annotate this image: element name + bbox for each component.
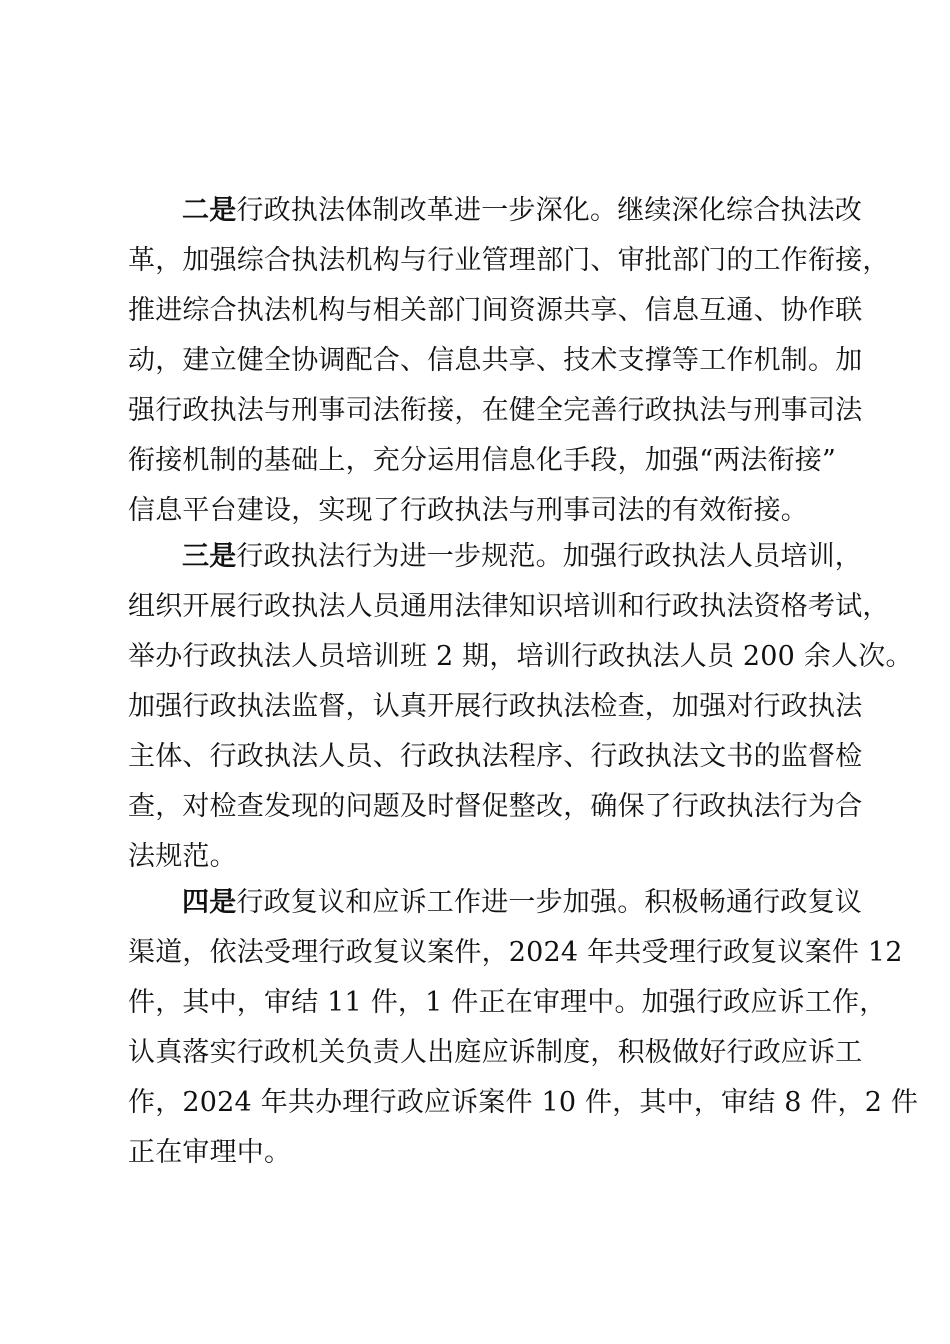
paragraph-line: 正在审理中。	[128, 1137, 292, 1168]
paragraph-line	[128, 878, 863, 928]
paragraph-lead: 三是	[182, 541, 237, 572]
paragraph-line	[128, 186, 863, 236]
paragraph-line-text: 行政复议和应诉工作进一步加强。积极畅通行政复议	[236, 887, 863, 918]
paragraph-lead: 二是	[182, 195, 237, 226]
paragraph-line: 件，其中，审结 11 件，1 件正在审理中。加强行政应诉工作，	[128, 987, 887, 1018]
paragraph-line: 法规范。	[128, 841, 237, 872]
paragraph-line: 举办行政执法人员培训班 2 期，培训行政执法人员 200 余人次。	[128, 641, 913, 672]
paragraph-line-text: 行政执法行为进一步规范。加强行政执法人员培训，	[236, 541, 863, 572]
paragraph-line	[128, 532, 863, 582]
paragraph-line: 渠道，依法受理行政复议案件，2024 年共受理行政复议案件 12	[128, 937, 903, 968]
paragraph-line: 认真落实行政机关负责人出庭应诉制度，积极做好行政应诉工	[128, 1037, 863, 1068]
paragraph-lead: 四是	[182, 887, 237, 918]
paragraph-line: 作，2024 年共办理行政应诉案件 10 件，其中，审结 8 件，2 件	[128, 1087, 919, 1118]
paragraph-review-and-litigation	[128, 878, 919, 1178]
paragraph-line: 强行政执法与刑事司法衔接，在健全完善行政执法与刑事司法	[128, 395, 863, 426]
paragraph-line: 主体、行政执法人员、行政执法程序、行政执法文书的监督检	[128, 741, 863, 772]
paragraph-admin-enforcement-reform	[128, 186, 890, 536]
paragraph-line: 革，加强综合执法机构与行业管理部门、审批部门的工作衔接，	[128, 245, 890, 276]
paragraph-line: 组织开展行政执法人员通用法律知识培训和行政执法资格考试，	[128, 591, 890, 622]
paragraph-line: 推进综合执法机构与相关部门间资源共享、信息互通、协作联	[128, 295, 863, 326]
paragraph-line: 信息平台建设，实现了行政执法与刑事司法的有效衔接。	[128, 495, 808, 526]
paragraph-line: 加强行政执法监督，认真开展行政执法检查，加强对行政执法	[128, 691, 863, 722]
paragraph-admin-enforcement-conduct	[128, 532, 913, 882]
paragraph-line: 动，建立健全协调配合、信息共享、技术支撑等工作机制。加	[128, 345, 863, 376]
paragraph-line: 衔接机制的基础上，充分运用信息化手段，加强“两法衔接”	[128, 445, 837, 476]
paragraph-line-text: 行政执法体制改革进一步深化。继续深化综合执法改	[236, 195, 863, 226]
paragraph-line: 查，对检查发现的问题及时督促整改，确保了行政执法行为合	[128, 791, 863, 822]
